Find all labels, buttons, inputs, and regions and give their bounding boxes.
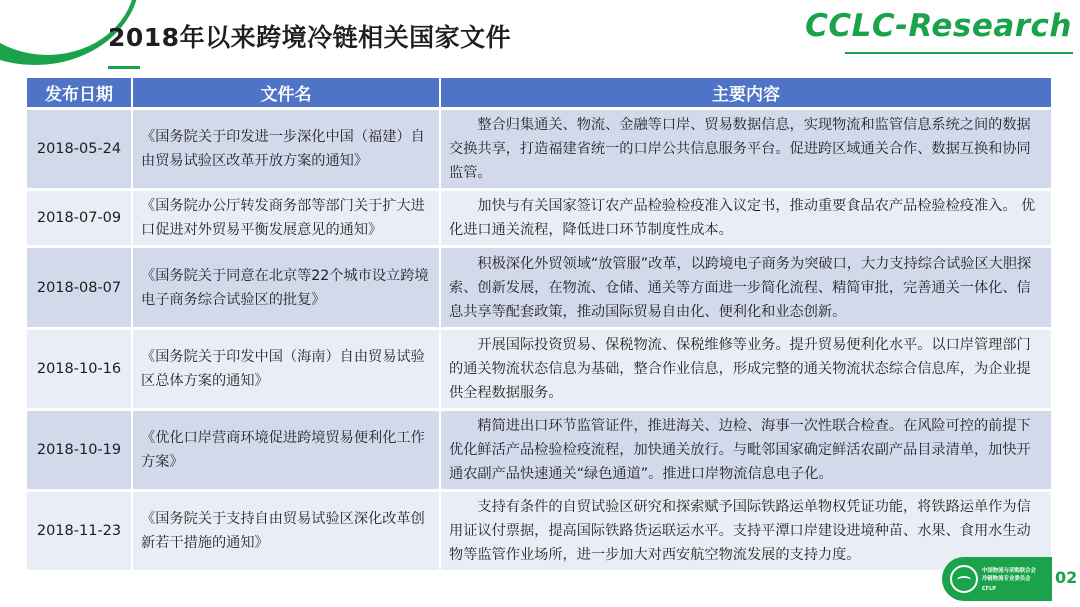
row-document-name: 《国务院关于支持自由贸易试验区深化改革创新若干措施的通知》 <box>133 489 441 570</box>
row-date: 2018-05-24 <box>27 107 133 188</box>
column-header-date: 发布日期 <box>27 78 133 107</box>
row-content: 整合归集通关、物流、金融等口岸、贸易数据信息，实现物流和监管信息系统之间的数据交换共享，打造福建省统一的口岸公共信息服务平台。促进跨区域通关合作、数据互换和协同监管。 <box>441 107 1051 188</box>
logo-committee-name: 冷链物流专业委员会 <box>982 576 1031 582</box>
brand-underline <box>845 52 1073 54</box>
table-row <box>27 327 1051 408</box>
row-document-name: 《国务院关于同意在北京等22个城市设立跨境电子商务综合试验区的批复》 <box>133 245 441 327</box>
globe-icon <box>950 565 978 593</box>
column-header-document: 文件名 <box>133 78 441 107</box>
page-number: 02 <box>1055 568 1078 587</box>
table-row <box>27 188 1051 245</box>
row-content: 支持有条件的自贸试验区研究和探索赋予国际铁路运单物权凭证功能，将铁路运单作为信用证议付票据，提高国际铁路货运联运水平。支持平潭口岸建设进境种苗、水果、食用水生动物等监管作业场所，进一步加大对西安航空物流发展的支持力度。 <box>441 489 1051 570</box>
documents-table <box>27 78 1051 570</box>
row-content: 加快与有关国家签订农产品检验检疫准入议定书，推动重要食品农产品检验检疫准入。 优化进口通关流程，降低进口环节制度性成本。 <box>441 188 1051 245</box>
footer-logo <box>942 557 1052 601</box>
table-row <box>27 107 1051 188</box>
page-title: 2018年以来跨境冷链相关国家文件 <box>108 23 512 52</box>
row-content: 精简进出口环节监管证件，推进海关、边检、海事一次性联合检查。在风险可控的前提下优化鲜活产品检验检疫流程，加快通关放行。与毗邻国家确定鲜活农副产品目录清单，加快开通农副产品快速通关“绿色通道”。推进口岸物流信息电子化。 <box>441 408 1051 489</box>
table-header-row <box>27 78 1051 107</box>
brand-logo-text: CCLC-Research <box>805 8 1072 44</box>
logo-org-name: 中国物流与采购联合会 <box>982 568 1036 574</box>
logo-abbreviation: CFLP <box>982 586 996 592</box>
table-row <box>27 245 1051 327</box>
column-header-content: 主要内容 <box>441 78 1051 107</box>
title-underline <box>108 66 140 69</box>
row-document-name: 《优化口岸营商环境促进跨境贸易便利化工作方案》 <box>133 408 441 489</box>
row-document-name: 《国务院关于印发中国（海南）自由贸易试验区总体方案的通知》 <box>133 327 441 408</box>
row-content: 积极深化外贸领域“放管服”改革，以跨境电子商务为突破口，大力支持综合试验区大胆探索、创新发展，在物流、仓储、通关等方面进一步简化流程、精简审批，完善通关一体化、信息共享等配套政策，推动国际贸易自由化、便利化和业态创新。 <box>441 245 1051 327</box>
row-content: 开展国际投资贸易、保税物流、保税维修等业务。提升贸易便利化水平。以口岸管理部门的通关物流状态信息为基础，整合作业信息，形成完整的通关物流状态综合信息库，为企业提供全程数据服务。 <box>441 327 1051 408</box>
row-document-name: 《国务院办公厅转发商务部等部门关于扩大进口促进对外贸易平衡发展意见的通知》 <box>133 188 441 245</box>
row-date: 2018-10-19 <box>27 408 133 489</box>
row-date: 2018-11-23 <box>27 489 133 570</box>
row-date: 2018-07-09 <box>27 188 133 245</box>
table-row <box>27 408 1051 489</box>
row-date: 2018-08-07 <box>27 245 133 327</box>
row-document-name: 《国务院关于印发进一步深化中国（福建）自由贸易试验区改革开放方案的通知》 <box>133 107 441 188</box>
row-date: 2018-10-16 <box>27 327 133 408</box>
table-row <box>27 489 1051 570</box>
